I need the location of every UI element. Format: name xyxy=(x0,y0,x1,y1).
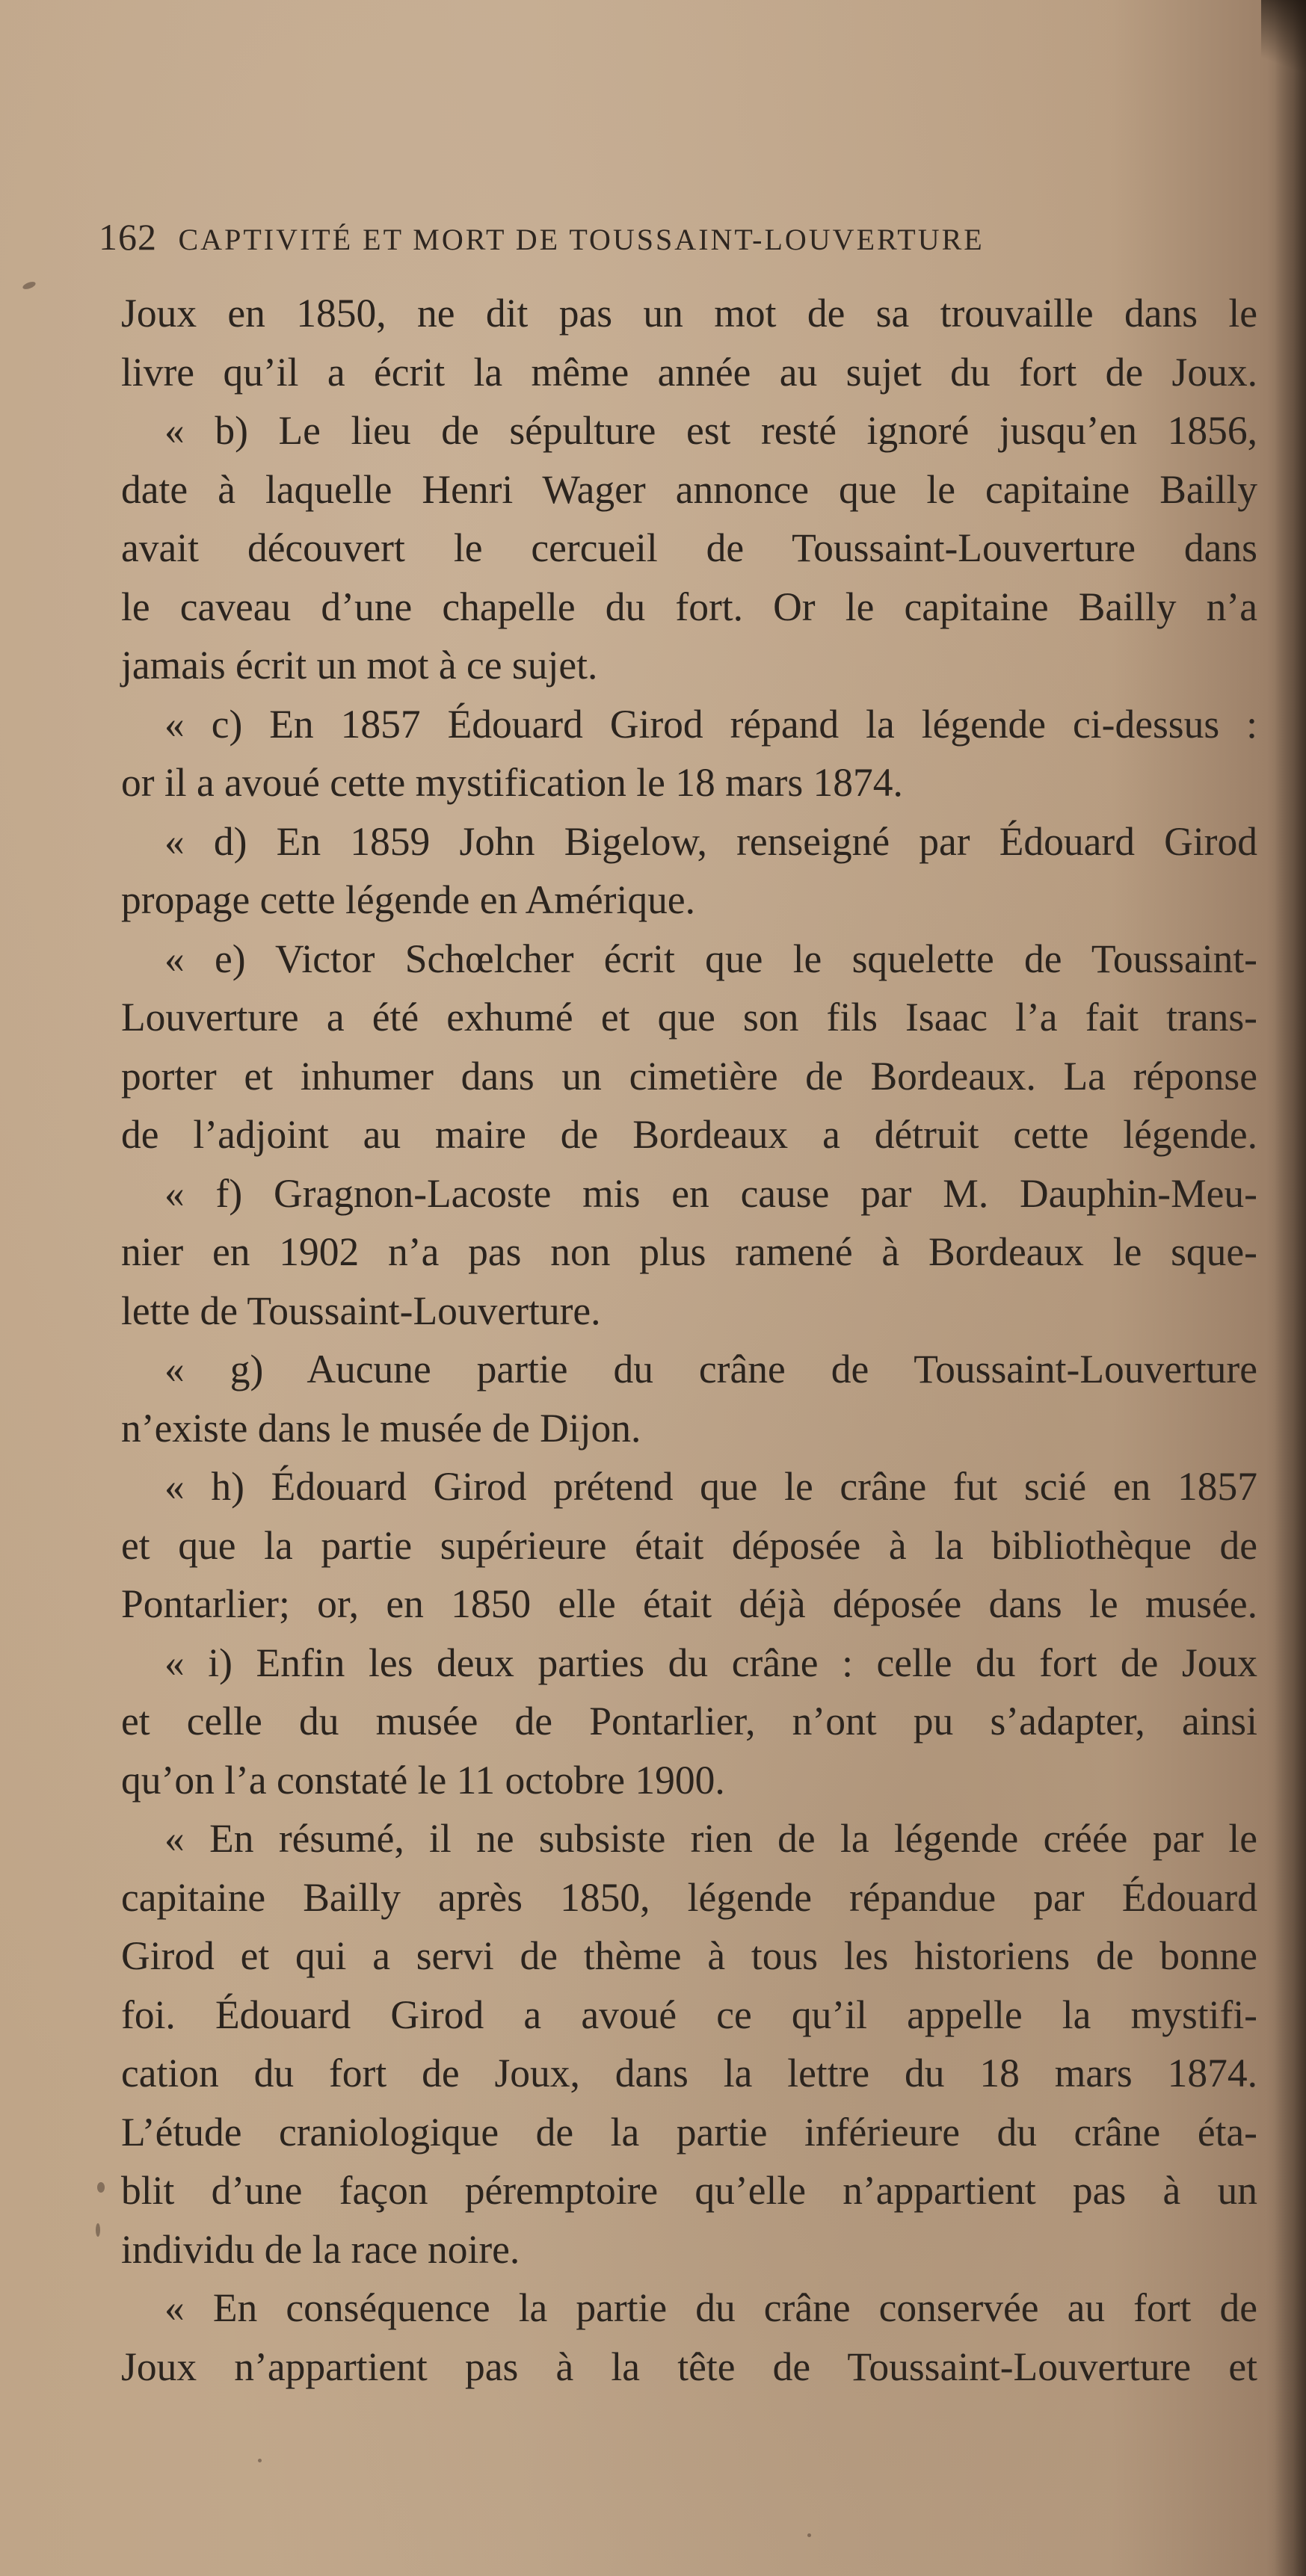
page-corner-shadow xyxy=(1261,0,1306,90)
running-title: CAPTIVITÉ ET MORT DE TOUSSAINT-LOUVERTURE xyxy=(178,223,985,256)
text-line: n’existe dans le musée de Dijon. xyxy=(121,1405,641,1451)
paper-speck xyxy=(22,280,37,291)
text-line: « d) En 1859 John Bigelow, renseigné par Édouard Girod xyxy=(164,818,1257,864)
text-line: date à laquelle Henri Wager annonce que le capitaine Bailly xyxy=(121,466,1257,512)
text-line: capitaine Bailly après 1850, légende répandue par Édouard xyxy=(121,1874,1257,1920)
text-line: qu’on l’a constaté le 11 octobre 1900. xyxy=(121,1757,725,1803)
text-line: Pontarlier; or, en 1850 elle était déjà déposée dans le musée. xyxy=(121,1581,1257,1626)
text-line: « e) Victor Schœlcher écrit que le squelette de Toussaint- xyxy=(164,936,1257,981)
text-line: Louverture a été exhumé et que son fils Isaac l’a fait trans- xyxy=(121,995,1257,1040)
text-line: or il a avoué cette mystification le 18 mars 1874. xyxy=(121,760,903,805)
text-line: de l’adjoint au maire de Bordeaux a détruit cette légende. xyxy=(121,1112,1257,1157)
page-edge-shadow xyxy=(1275,0,1306,2576)
paper-speck xyxy=(97,2182,105,2193)
text-line: et celle du musée de Pontarlier, n’ont pu s’adapter, ainsi xyxy=(121,1699,1257,1743)
body-text xyxy=(121,284,1257,2396)
text-line: « h) Édouard Girod prétend que le crâne fut scié en 1857 xyxy=(164,1464,1257,1509)
running-header xyxy=(99,215,1205,268)
paper-speck xyxy=(96,2223,100,2237)
page-number: 162 xyxy=(99,216,157,258)
text-line: individu de la race noire. xyxy=(121,2226,520,2272)
text-line: Joux en 1850, ne dit pas un mot de sa trouvaille dans le xyxy=(121,291,1257,336)
text-line: Girod et qui a servi de thème à tous les historiens de bonne xyxy=(121,1933,1257,1978)
text-line: lette de Toussaint-Louverture. xyxy=(121,1288,601,1333)
text-line: jamais écrit un mot à ce sujet. xyxy=(121,643,598,688)
text-line: « i) Enfin les deux parties du crâne : celle du fort de Joux xyxy=(164,1640,1257,1685)
text-line: « En conséquence la partie du crâne conservée au fort de xyxy=(164,2285,1257,2330)
paper-speck xyxy=(258,2459,262,2462)
text-line: L’étude craniologique de la partie inférieure du crâne éta- xyxy=(121,2109,1257,2155)
text-line: « b) Le lieu de sépulture est resté ignoré jusqu’en 1856, xyxy=(164,408,1257,453)
text-line: « c) En 1857 Édouard Girod répand la légende ci-dessus : xyxy=(164,701,1257,747)
text-line: « g) Aucune partie du crâne de Toussaint-Louverture xyxy=(164,1347,1257,1392)
text-line: avait découvert le cercueil de Toussaint-Louverture dans xyxy=(121,525,1257,570)
text-line: porter et inhumer dans un cimetière de Bordeaux. La réponse xyxy=(121,1053,1257,1099)
text-line: propage cette légende en Amérique. xyxy=(121,877,695,922)
text-line: « f) Gragnon-Lacoste mis en cause par M. Dauphin-Meu- xyxy=(164,1170,1257,1216)
text-line: cation du fort de Joux, dans la lettre du 18 mars 1874. xyxy=(121,2051,1257,2095)
text-line: foi. Édouard Girod a avoué ce qu’il appelle la mystifi- xyxy=(121,1992,1257,2037)
text-line: le caveau d’une chapelle du fort. Or le capitaine Bailly n’a xyxy=(121,584,1257,629)
text-line: livre qu’il a écrit la même année au sujet du fort de Joux. xyxy=(121,349,1257,395)
text-line: « En résumé, il ne subsiste rien de la légende créée par le xyxy=(164,1816,1257,1861)
paper-speck xyxy=(807,2533,811,2537)
text-line: Joux n’appartient pas à la tête de Toussaint-Louverture et xyxy=(121,2344,1257,2389)
text-line: nier en 1902 n’a pas non plus ramené à Bordeaux le sque- xyxy=(121,1229,1257,1274)
text-line: blit d’une façon péremptoire qu’elle n’appartient pas à un xyxy=(121,2168,1257,2213)
text-line: et que la partie supérieure était déposée à la bibliothèque de xyxy=(121,1522,1257,1568)
